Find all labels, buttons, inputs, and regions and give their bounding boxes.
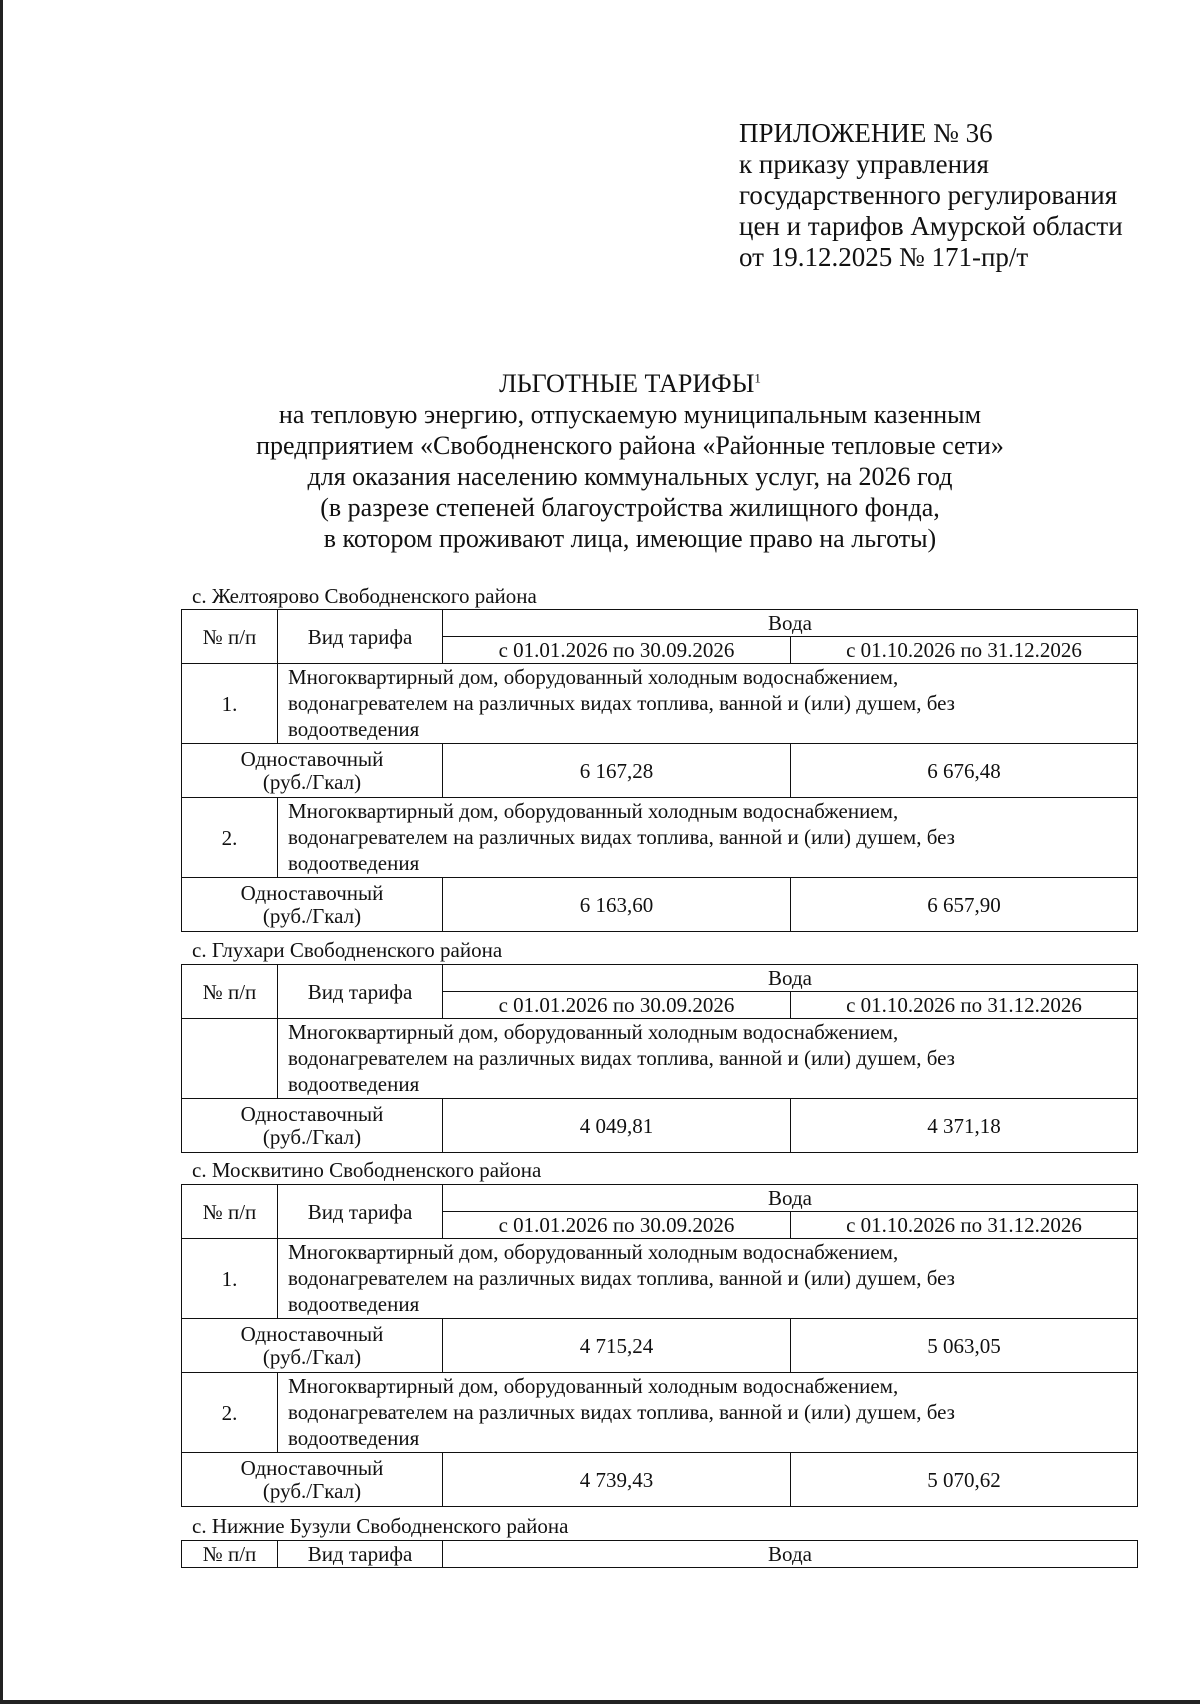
tariff-value-period-2: 5 070,62 bbox=[791, 1453, 1138, 1507]
header-type: Вид тарифа bbox=[278, 965, 443, 1019]
table-row bbox=[182, 664, 1138, 744]
tariff-value-period-1: 4 049,81 bbox=[443, 1099, 791, 1153]
header-water: Вода bbox=[443, 1541, 1138, 1568]
housing-description bbox=[278, 1373, 1138, 1453]
title-heading: ЛЬГОТНЫЕ ТАРИФЫ bbox=[499, 369, 755, 398]
table-row bbox=[182, 1453, 1138, 1507]
tariff-type-label: Одноставочный bbox=[240, 1455, 384, 1480]
header-num: № п/п bbox=[182, 1541, 278, 1568]
housing-description bbox=[278, 798, 1138, 878]
village-heading: с. Глухари Свободненского района bbox=[192, 938, 503, 962]
header-type: Вид тарифа bbox=[278, 1541, 443, 1568]
appendix-line-4: цен и тарифов Амурской области bbox=[739, 211, 1123, 241]
tariff-type-label: Одноставочный bbox=[240, 1101, 384, 1126]
tariff-value-period-2: 6 676,48 bbox=[791, 744, 1138, 798]
tariff-value-period-1: 4 715,24 bbox=[443, 1319, 791, 1373]
tariff-value-period-1: 4 739,43 bbox=[443, 1453, 791, 1507]
row-number: 1. bbox=[182, 664, 278, 744]
table-row bbox=[182, 1019, 1138, 1099]
tariff-table bbox=[181, 609, 1138, 932]
title-line-2: предприятием «Свободненского района «Районные тепловые сети» bbox=[256, 431, 1004, 460]
description-line: водоотведения bbox=[288, 1426, 420, 1450]
description-line: Многоквартирный дом, оборудованный холодным водоснабжением, bbox=[288, 1020, 899, 1044]
tariff-unit-label: (руб./Гкал) bbox=[262, 1344, 362, 1369]
tariff-type-cell bbox=[182, 744, 443, 798]
appendix-line-5: от 19.12.2025 № 171-пр/т bbox=[739, 242, 1029, 272]
table-row bbox=[182, 1099, 1138, 1153]
description-line: водоотведения bbox=[288, 1072, 420, 1096]
description-line: водонагревателем на различных видах топлива, ванной и (или) душем, без bbox=[288, 1046, 955, 1070]
row-number bbox=[182, 1019, 278, 1099]
table-row bbox=[182, 1373, 1138, 1453]
tariff-value-period-1: 6 167,28 bbox=[443, 744, 791, 798]
table-row bbox=[182, 798, 1138, 878]
tariff-unit-label: (руб./Гкал) bbox=[262, 1124, 362, 1149]
tariff-value-period-2: 5 063,05 bbox=[791, 1319, 1138, 1373]
tariff-value-period-1: 6 163,60 bbox=[443, 878, 791, 932]
tariff-type-cell bbox=[182, 1453, 443, 1507]
tariff-value-period-2: 6 657,90 bbox=[791, 878, 1138, 932]
document-title bbox=[120, 368, 1140, 554]
village-heading: с. Москвитино Свободненского района bbox=[192, 1158, 542, 1182]
header-water: Вода bbox=[443, 965, 1138, 992]
housing-description bbox=[278, 1019, 1138, 1099]
header-water: Вода bbox=[443, 1185, 1138, 1212]
title-line-4: (в разрезе степеней благоустройства жилищного фонда, bbox=[320, 493, 940, 522]
housing-description bbox=[278, 664, 1138, 744]
header-num: № п/п bbox=[182, 610, 278, 664]
tariff-value-period-2: 4 371,18 bbox=[791, 1099, 1138, 1153]
description-line: водонагревателем на различных видах топлива, ванной и (или) душем, без bbox=[288, 691, 955, 715]
footnote-mark: 1 bbox=[754, 370, 761, 386]
title-line-3: для оказания населению коммунальных услуг, на 2026 год bbox=[307, 462, 953, 491]
header-type: Вид тарифа bbox=[278, 610, 443, 664]
tariff-unit-label: (руб./Гкал) bbox=[262, 1478, 362, 1503]
description-line: Многоквартирный дом, оборудованный холодным водоснабжением, bbox=[288, 799, 899, 823]
scan-edge-left bbox=[0, 0, 3, 1704]
description-line: водоотведения bbox=[288, 851, 420, 875]
description-line: Многоквартирный дом, оборудованный холодным водоснабжением, bbox=[288, 665, 899, 689]
description-line: Многоквартирный дом, оборудованный холодным водоснабжением, bbox=[288, 1374, 899, 1398]
title-line-5: в котором проживают лица, имеющие право на льготы) bbox=[323, 524, 937, 553]
header-period-2: с 01.10.2026 по 31.12.2026 bbox=[791, 992, 1138, 1019]
tariff-unit-label: (руб./Гкал) bbox=[262, 903, 362, 928]
tariff-unit-label: (руб./Гкал) bbox=[262, 769, 362, 794]
tariff-type-cell bbox=[182, 1099, 443, 1153]
tariff-table bbox=[181, 1184, 1138, 1507]
tariff-table bbox=[181, 1540, 1138, 1568]
tariff-table bbox=[181, 964, 1138, 1153]
header-period-1: с 01.01.2026 по 30.09.2026 bbox=[443, 637, 791, 664]
header-period-1: с 01.01.2026 по 30.09.2026 bbox=[443, 992, 791, 1019]
table-row bbox=[182, 1319, 1138, 1373]
header-num: № п/п bbox=[182, 965, 278, 1019]
housing-description bbox=[278, 1239, 1138, 1319]
tariff-type-cell bbox=[182, 1319, 443, 1373]
header-period-1: с 01.01.2026 по 30.09.2026 bbox=[443, 1212, 791, 1239]
row-number: 2. bbox=[182, 1373, 278, 1453]
header-period-2: с 01.10.2026 по 31.12.2026 bbox=[791, 1212, 1138, 1239]
header-period-2: с 01.10.2026 по 31.12.2026 bbox=[791, 637, 1138, 664]
row-number: 1. bbox=[182, 1239, 278, 1319]
description-line: Многоквартирный дом, оборудованный холодным водоснабжением, bbox=[288, 1240, 899, 1264]
tariff-type-label: Одноставочный bbox=[240, 880, 384, 905]
table-row bbox=[182, 744, 1138, 798]
table-row bbox=[182, 878, 1138, 932]
village-heading: с. Желтоярово Свободненского района bbox=[192, 584, 537, 608]
description-line: водонагревателем на различных видах топлива, ванной и (или) душем, без bbox=[288, 825, 955, 849]
village-heading: с. Нижние Бузули Свободненского района bbox=[192, 1514, 569, 1538]
appendix-line-2: к приказу управления bbox=[739, 149, 989, 179]
description-line: водоотведения bbox=[288, 1292, 420, 1316]
scan-edge-bottom bbox=[0, 1700, 1200, 1704]
row-number: 2. bbox=[182, 798, 278, 878]
tariff-type-label: Одноставочный bbox=[240, 746, 384, 771]
title-line-1: на тепловую энергию, отпускаемую муниципальным казенным bbox=[278, 400, 982, 429]
tariff-type-cell bbox=[182, 878, 443, 932]
header-type: Вид тарифа bbox=[278, 1185, 443, 1239]
description-line: водоотведения bbox=[288, 717, 420, 741]
table-row bbox=[182, 1239, 1138, 1319]
header-num: № п/п bbox=[182, 1185, 278, 1239]
appendix-line-3: государственного регулирования bbox=[739, 180, 1118, 210]
title-heading-line bbox=[120, 368, 1140, 399]
tariff-type-label: Одноставочный bbox=[240, 1321, 384, 1346]
description-line: водонагревателем на различных видах топлива, ванной и (или) душем, без bbox=[288, 1400, 955, 1424]
description-line: водонагревателем на различных видах топлива, ванной и (или) душем, без bbox=[288, 1266, 955, 1290]
appendix-line-1: ПРИЛОЖЕНИЕ № 36 bbox=[739, 118, 993, 148]
appendix-header bbox=[739, 118, 1123, 273]
header-water: Вода bbox=[443, 610, 1138, 637]
